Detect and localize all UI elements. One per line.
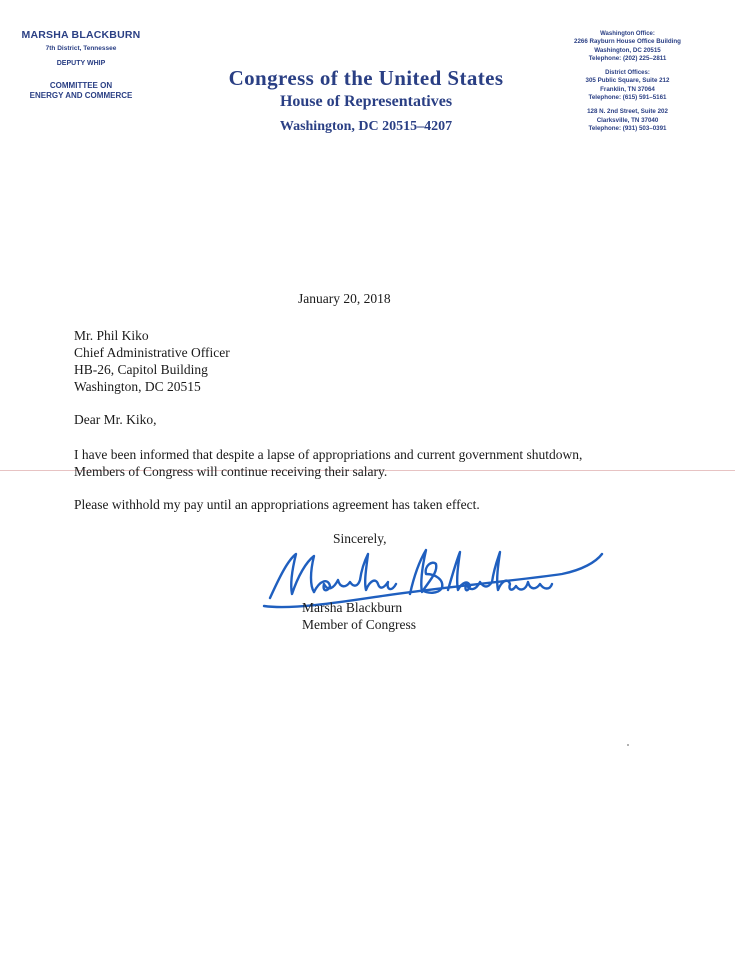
signer-block: [302, 599, 416, 633]
district-office-2-line1: 128 N. 2nd Street, Suite 202: [587, 108, 668, 116]
body-paragraph-1: [74, 446, 582, 480]
letterhead-congress: Congress of the United States: [228, 66, 504, 90]
district-office-2: [540, 108, 715, 133]
member-name: MARSHA BLACKBURN: [21, 29, 141, 41]
body-paragraph-1-line1: I have been informed that despite a lapse of appropriations and current government shutdown,: [74, 447, 583, 462]
recipient-name: Mr. Phil Kiko: [74, 328, 149, 343]
washington-office: [540, 30, 715, 63]
washington-office-line1: 2266 Rayburn House Office Building: [574, 38, 681, 46]
recipient-city: Washington, DC 20515: [74, 379, 201, 394]
recipient-title: Chief Administrative Officer: [74, 345, 230, 360]
body-paragraph-1-line2: Members of Congress will continue receiving their salary.: [74, 464, 388, 479]
closing: Sincerely,: [333, 531, 387, 546]
body-paragraph-2: Please withhold my pay until an appropriations agreement has taken effect.: [74, 497, 480, 512]
district-office-1-line1: 305 Public Square, Suite 212: [585, 77, 670, 85]
letterhead-left: [0, 29, 162, 101]
letterhead-right: [540, 30, 715, 139]
salutation: Dear Mr. Kiko,: [74, 412, 157, 427]
member-role: DEPUTY WHIP: [56, 60, 106, 67]
district-office-2-phone: Telephone: (931) 503–0391: [588, 124, 667, 132]
scan-speck: [627, 744, 629, 746]
committee: [0, 81, 162, 101]
recipient-building: HB-26, Capitol Building: [74, 362, 208, 377]
washington-office-line2: Washington, DC 20515: [594, 46, 661, 54]
signer-title: Member of Congress: [302, 617, 416, 632]
district-office-1: [540, 69, 715, 102]
committee-line1: COMMITTEE ON: [49, 81, 113, 90]
letterhead-city: Washington, DC 20515–4207: [279, 119, 453, 134]
committee-line2: ENERGY AND COMMERCE: [29, 91, 133, 100]
signer-name: Marsha Blackburn: [302, 600, 403, 615]
washington-office-phone: Telephone: (202) 225–2811: [588, 54, 667, 62]
member-district: 7th District, Tennessee: [45, 45, 117, 52]
district-office-1-phone: Telephone: (615) 591–5161: [588, 94, 667, 102]
letter-date: January 20, 2018: [298, 291, 391, 306]
letterhead-house: House of Representatives: [279, 93, 453, 110]
letterhead-center: [196, 66, 536, 136]
district-office-1-line2: Franklin, TN 37064: [600, 85, 655, 93]
district-offices-header: District Offices:: [605, 70, 650, 77]
district-office-2-line2: Clarksville, TN 37040: [596, 116, 659, 124]
recipient-address: [74, 327, 230, 395]
washington-office-header: Washington Office:: [600, 31, 655, 37]
